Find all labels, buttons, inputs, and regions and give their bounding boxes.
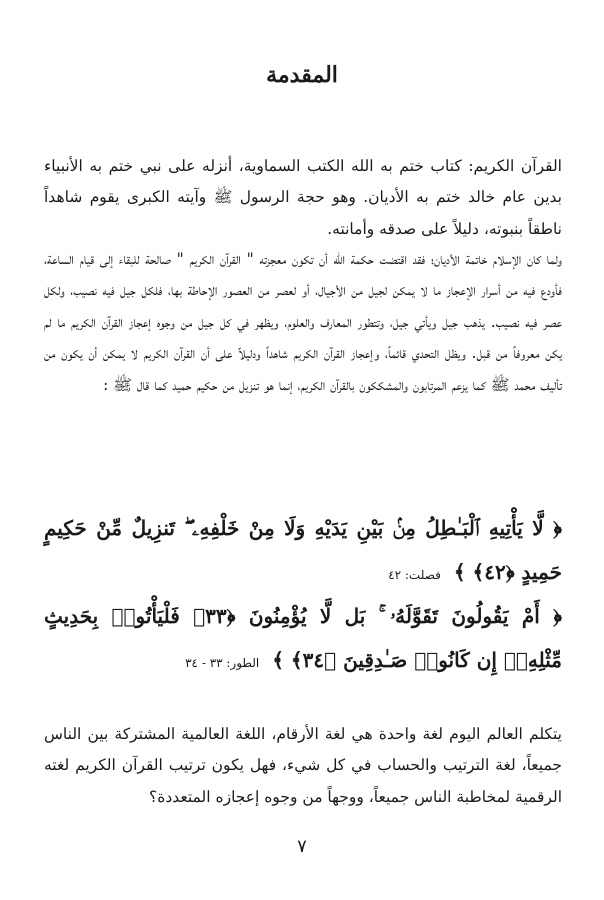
- verse-text: ﴿ لَّا يَأْتِيهِ ٱلْبَـٰطِلُ مِنۢ بَيْنِ يَدَيْهِ وَلَا مِنْ خَلْفِهِۦ ۖ تَنزِيلٌ مِّنْ حَكِيمٍ حَمِيدٍ ﴿٤٢﴾ ﴾: [44, 516, 562, 584]
- verse-reference: فصلت: ٤٢: [388, 568, 441, 582]
- paragraph-miracle: ولما كان الإسلام خاتمة الأديان؛ فقد اقتضت حكمة الله أن تكون معجزته " القرآن الكريم " صالحة للبقاء إلى قيام الساعة، فأودع فيه من أسرار الإعجاز ما لا يمكن لجيل من الأجيال، أو لعصر من العصور الإحاطة بها، فلكل جيل فيه نصيب، ولكل عصر فيه نصيب. يذهب جيل ويأتي جيل، وتتطور المعارف والعلوم، ويظهر في كل جيل من وجوه إعجاز القرآن الكريم ما لم يكن معروفاً من قبل. ويظل التحدي قائماً، وإعجاز القرآن الكريم شاهداً ودليلاً على أن القرآن الكريم لا يمكن أن يكون من تأليف محمد ﷺ كما يزعم المرتابون والمشككون بالقرآن الكريم، إنما هو تنزيل من حكيم حميد كما قال ﷺ :: [44, 249, 562, 394]
- page-number: ٧: [297, 836, 307, 857]
- paragraph-numbers: يتكلم العالم اليوم لغة واحدة هي لغة الأرقام، اللغة العالمية المشتركة بين الناس جميعاً، لغة الترتيب والحساب في كل شيء، فهل يكون ترتيب القرآن الكريم لغته الرقمية لمخاطبة الناس جميعاً، ووجهاً من وجوه إعجازه المتعددة؟: [44, 724, 562, 806]
- verse-reference: الطور: ٣٣ - ٣٤: [185, 656, 260, 670]
- paragraph-intro: القرآن الكريم: كتاب ختم به الله الكتب السماوية، أنزله على نبي ختم به الأنبياء بدين عام خالد ختم به الأديان. وهو حجة الرسول ﷺ وآيته الكبرى يقوم شاهداً ناطقاً بنبوته، دليلاً على صدقه وأمانته.: [44, 156, 562, 238]
- quran-verse-tur: [44, 594, 562, 685]
- quran-verse-fussilat: [44, 506, 562, 597]
- page-title: المقدمة: [266, 62, 338, 88]
- verse-text: ﴿ أَمْ يَقُولُونَ تَقَوَّلَهُۥ ۚ بَل لَّا يُؤْمِنُونَ ﴿٣٣﴾ فَلْيَأْتُوا۟ بِحَدِيثٍ مِّثْلِهِۦٓ إِن كَانُوا۟ صَـٰدِقِينَ ﴿٣٤﴾ ﴾: [44, 604, 562, 672]
